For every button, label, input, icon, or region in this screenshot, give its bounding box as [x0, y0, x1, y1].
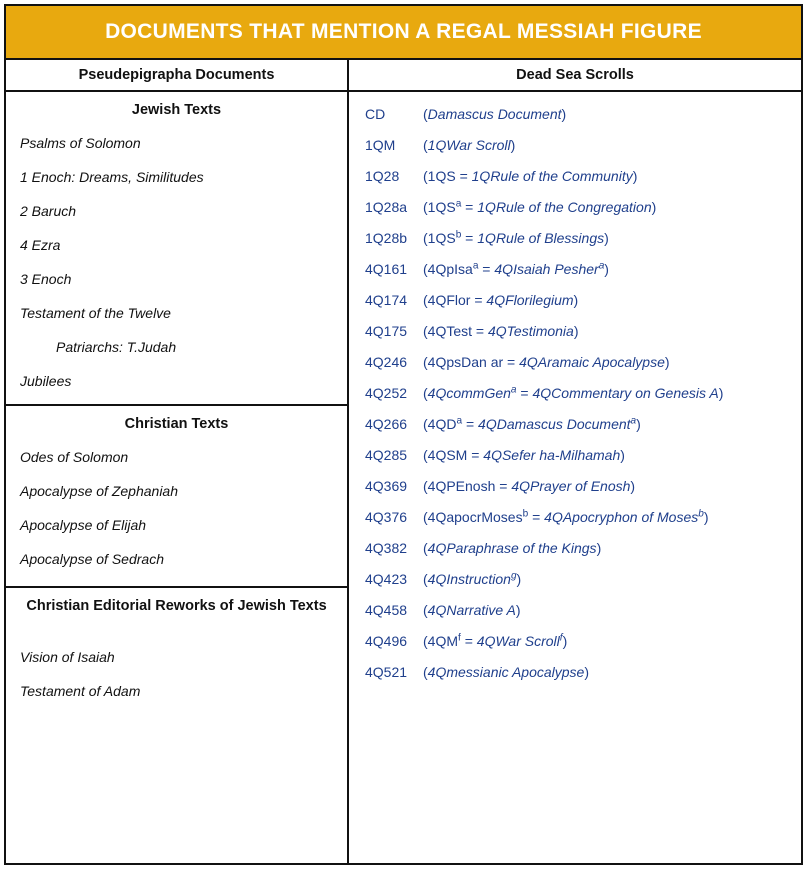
table-row	[349, 439, 801, 470]
section-jewish-texts	[6, 92, 347, 404]
column-headers	[6, 60, 801, 92]
list-item: 3 Enoch	[20, 271, 72, 287]
scroll-sigla: 4Q521	[365, 663, 408, 680]
scroll-description: (Damascus Document)	[423, 105, 567, 122]
spacer	[6, 622, 347, 640]
scroll-description: ($4QM^f$ = 4QWar Scroll$^f$)	[423, 631, 568, 649]
scroll-sigla: 4Q376	[365, 508, 408, 525]
list-item: 1 Enoch: Dreams, Similitudes	[20, 169, 204, 185]
scroll-sigla: 4Q266	[365, 415, 408, 432]
scroll-sigla: 4Q161	[365, 260, 408, 277]
table-row	[349, 501, 801, 532]
scroll-description: (4QTest = 4QTestimonia)	[423, 322, 579, 339]
table-frame	[4, 4, 803, 865]
list-item: Patriarchs: T.Judah	[56, 339, 177, 355]
scroll-sigla: 1Q28	[365, 167, 400, 184]
table-body	[6, 92, 801, 863]
table-row	[349, 222, 801, 253]
scroll-sigla: 4Q369	[365, 477, 408, 494]
section-heading-jewish-texts: Jewish Texts	[131, 102, 222, 118]
scroll-description: (1QS = 1QRule of the Community)	[423, 167, 638, 184]
scroll-sigla: 4Q382	[365, 539, 408, 556]
scroll-sigla: 4Q246	[365, 353, 408, 370]
list-item: 2 Baruch	[20, 203, 77, 219]
list-item: Vision of Isaiah	[20, 649, 115, 665]
table-row	[349, 160, 801, 191]
scroll-sigla: 4Q174	[365, 291, 408, 308]
title-bar	[6, 6, 801, 60]
column-header-dead-sea-scrolls: Dead Sea Scrolls	[516, 67, 634, 83]
table-row	[349, 532, 801, 563]
scroll-sigla: CD	[365, 105, 386, 122]
table-row	[349, 191, 801, 222]
section-christian-texts	[6, 404, 347, 586]
section-heading-christian-texts: Christian Texts	[124, 416, 229, 432]
scroll-description: (4Qmessianic Apocalypse)	[423, 663, 590, 680]
scroll-description: (4QapocrMoses$^b$ = 4QApocryphon of Moses$^b$)	[423, 507, 709, 525]
table-row	[349, 656, 801, 687]
scroll-description: (4QNarrative A)	[423, 601, 521, 618]
scroll-description: (1QWar Scroll)	[423, 136, 516, 153]
scroll-sigla: 4Q458	[365, 601, 408, 618]
left-column	[6, 92, 349, 863]
scroll-sigla: 4Q496	[365, 632, 408, 649]
list-item: Psalms of Solomon	[20, 135, 141, 151]
scroll-sigla: 1Q28a	[365, 198, 408, 215]
right-column	[349, 92, 801, 863]
scroll-description: (4QParaphrase of the Kings)	[423, 539, 602, 556]
scroll-description: (4QcommGen$^a$ = 4QCommentary on Genesis A)	[423, 383, 724, 401]
scroll-description: ($1QS^a$ = 1QRule of the Congregation)	[423, 197, 657, 215]
section-christian-editorial-reworks	[6, 586, 347, 718]
scroll-description: (4QSM = 4QSefer ha-Milhamah)	[423, 446, 625, 463]
table-row	[349, 129, 801, 160]
table-row	[349, 594, 801, 625]
column-header-pseudepigrapha: Pseudepigrapha Documents	[6, 60, 349, 90]
table-row	[349, 625, 801, 656]
list-item: Testament of Adam	[20, 683, 141, 699]
list-item: Apocalypse of Elijah	[20, 517, 147, 533]
scroll-sigla: 4Q285	[365, 446, 408, 463]
table-row	[349, 253, 801, 284]
list-item: Apocalypse of Sedrach	[20, 551, 164, 567]
scroll-sigla: 4Q252	[365, 384, 408, 401]
scroll-description: (4QpsDan ar = 4QAramaic Apocalypse)	[423, 353, 670, 370]
list-item: 4 Ezra	[20, 237, 61, 253]
list-item: Testament of the Twelve	[20, 305, 171, 321]
section-heading-christian-editorial-reworks: Christian Editorial Reworks of Jewish Texts	[26, 598, 327, 614]
scroll-sigla: 4Q175	[365, 322, 408, 339]
scroll-description: (4QInstruction$^g$)	[423, 569, 522, 587]
table-row	[349, 408, 801, 439]
scroll-sigla: 1QM	[365, 136, 396, 153]
scroll-sigla: 1Q28b	[365, 229, 408, 246]
table-row	[349, 377, 801, 408]
table-row	[349, 470, 801, 501]
list-item: Apocalypse of Zephaniah	[20, 483, 178, 499]
table-row	[349, 315, 801, 346]
scroll-description: ($4QD^a$ = 4QDamascus Document$^a$)	[423, 414, 641, 432]
scroll-sigla: 4Q423	[365, 570, 408, 587]
list-item: Odes of Solomon	[20, 449, 129, 465]
scroll-description: (4QPEnosh = 4QPrayer of Enosh)	[423, 477, 636, 494]
scroll-description: (4QpIsa$^a$ = 4QIsaiah Pesher$^a$)	[423, 259, 609, 277]
table-row	[349, 346, 801, 377]
table-row	[349, 284, 801, 315]
table-row	[349, 563, 801, 594]
list-item: Jubilees	[20, 373, 72, 389]
scroll-description: (4QFlor = 4QFlorilegium)	[423, 291, 579, 308]
page-title: DOCUMENTS THAT MENTION A REGAL MESSIAH FIGURE	[105, 20, 702, 43]
scroll-description: ($1QS^b$ = 1QRule of Blessings)	[423, 228, 609, 246]
table-row	[349, 98, 801, 129]
